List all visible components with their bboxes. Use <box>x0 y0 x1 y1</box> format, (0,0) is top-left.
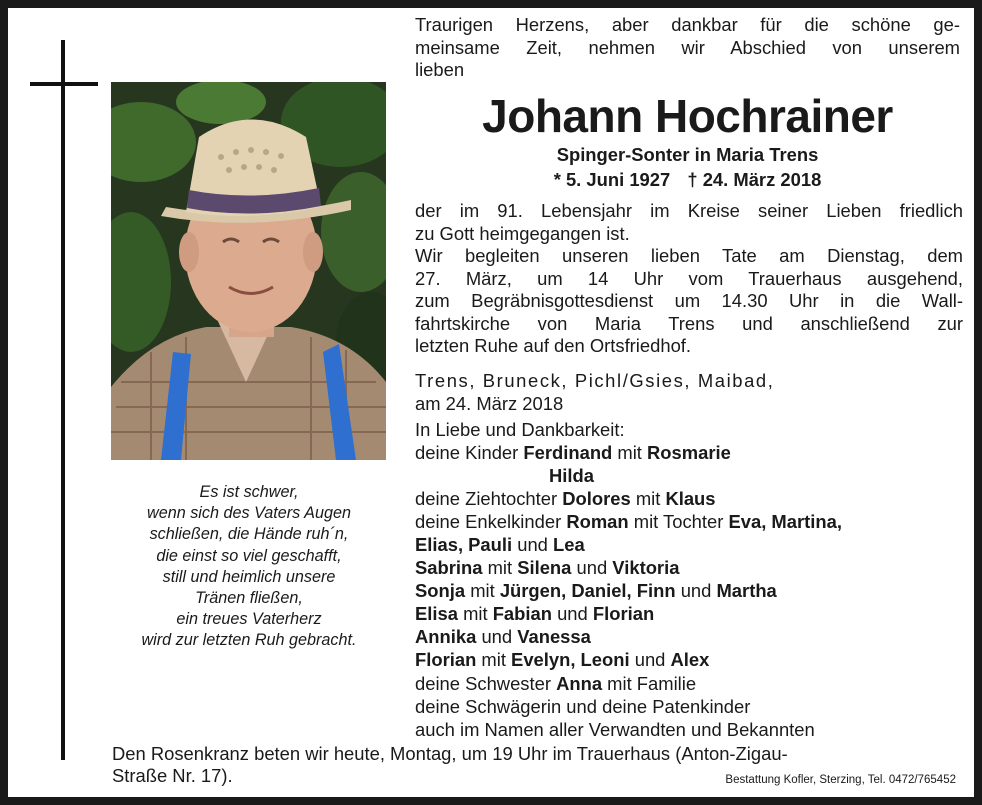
mourner-line: deine Schwester Anna mit Familie <box>415 672 697 694</box>
memorial-poem <box>108 482 390 652</box>
mourner-line: Hilda <box>549 465 594 487</box>
mourner-line: Elisa mit Fabian und Florian <box>415 603 655 625</box>
mourner-line: deine Kinder Ferdinand mit Rosmarie <box>415 442 731 464</box>
mourner-line: Sabrina mit Silena und Viktoria <box>415 557 680 579</box>
body-line: Wir begleiten unseren lieben Tate am Dienstag, dem <box>415 245 963 266</box>
rosary-line: Den Rosenkranz beten wir heute, Montag, um 19 Uhr im Trauerhaus (Anton-Zigau- <box>112 743 788 764</box>
intro-line: meinsame Zeit, nehmen wir Abschied von unserem <box>415 36 960 58</box>
mourner-line: Florian mit Evelyn, Leoni und Alex <box>415 649 710 671</box>
body-line: zu Gott heimgegangen ist. <box>415 222 630 244</box>
mourners-list <box>415 418 963 741</box>
mourners-heading: In Liebe und Dankbarkeit: <box>415 419 625 440</box>
mourner-line: Annika und Vanessa <box>415 626 591 648</box>
poem-line: Es ist schwer, <box>199 483 299 501</box>
mourner-line: auch im Namen aller Verwandten und Bekannten <box>415 718 815 740</box>
mourner-line: deine Schwägerin und deine Patenkinder <box>415 695 751 717</box>
intro-line: lieben <box>415 59 465 80</box>
body-line: zum Begräbnisgottesdienst um 14.30 Uhr in die Wall- <box>415 290 963 311</box>
mourner-line: deine Ziehtochter Dolores mit Klaus <box>415 488 716 510</box>
mourner-line: deine Enkelkinder Roman mit Tochter Eva, Martina, <box>415 511 842 533</box>
death-date: † 24. März 2018 <box>687 169 822 190</box>
place-date <box>415 370 774 415</box>
life-dates <box>415 168 960 191</box>
mourner-line: Elias, Pauli und Lea <box>415 534 585 556</box>
body-line: 27. März, um 14 Uhr vom Trauerhaus ausgehend, <box>415 267 963 289</box>
poem-line: schließen, die Hände ruh´n, <box>149 525 349 544</box>
body-line: letzten Ruhe auf den Ortsfriedhof. <box>415 335 692 356</box>
poem-line: wenn sich des Vaters Augen <box>147 504 351 523</box>
body-line: der im 91. Lebensjahr im Kreise seiner Lieben friedlich <box>415 200 963 221</box>
body-line: fahrtskirche von Maria Trens und anschließend zur <box>415 312 963 334</box>
obituary-notice <box>8 8 974 797</box>
poem-line: Tränen fließen, <box>195 589 303 608</box>
intro-line: Traurigen Herzens, aber dankbar für die schöne ge- <box>415 14 960 35</box>
portrait-photo <box>111 82 386 460</box>
date-line: am 24. März 2018 <box>415 392 564 414</box>
mourner-line: Sonja mit Jürgen, Daniel, Finn und Martha <box>415 580 777 602</box>
cross-horizontal-bar <box>30 82 98 86</box>
birth-date: * 5. Juni 1927 <box>553 169 671 190</box>
places-line: Trens, Bruneck, Pichl/Gsies, Maibad, <box>415 370 775 391</box>
rosary-line: Straße Nr. 17). <box>112 765 233 786</box>
poem-line: ein treues Vaterherz <box>176 610 322 629</box>
poem-line: die einst so viel geschafft, <box>156 546 342 565</box>
poem-line: wird zur letzten Ruh gebracht. <box>141 631 357 650</box>
intro-text <box>415 14 960 82</box>
house-name: Spinger-Sonter in Maria Trens <box>556 144 819 165</box>
poem-line: still und heimlich unsere <box>162 567 336 586</box>
undertaker-credit: Bestattung Kofler, Sterzing, Tel. 0472/765452 <box>725 774 956 786</box>
deceased-name: Johann Hochrainer <box>482 90 893 142</box>
funeral-details <box>415 200 963 358</box>
cross-vertical-bar <box>61 40 65 760</box>
